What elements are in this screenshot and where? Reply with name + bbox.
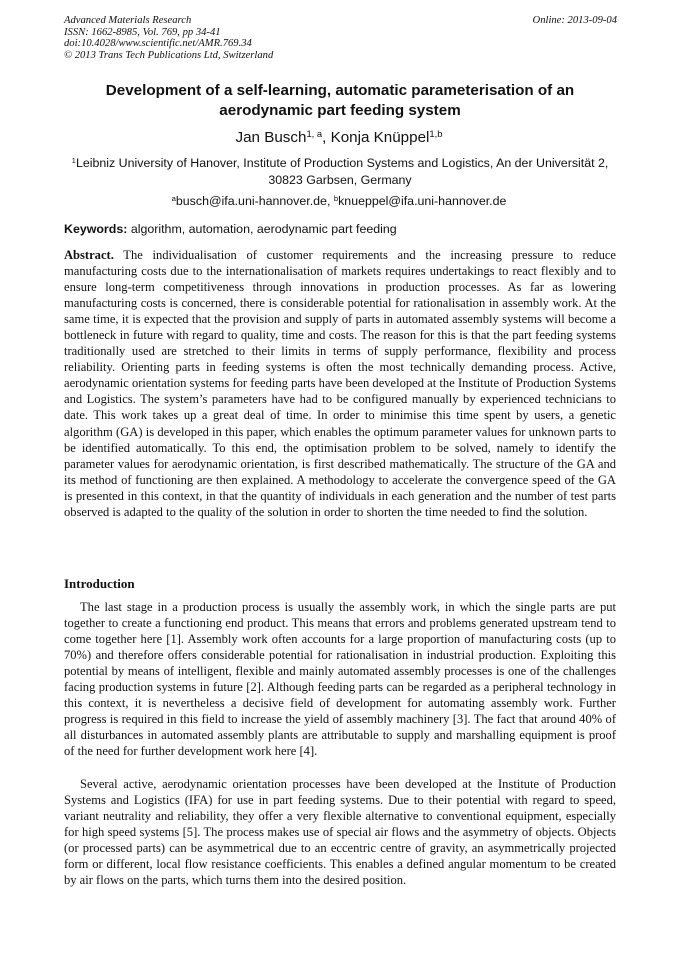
header-row-1: [64, 15, 617, 27]
email-a: busch@ifa.uni-hannover.de: [175, 194, 327, 208]
author-2-name: Konja Knüppel: [330, 129, 430, 146]
email-a-mark: a: [171, 193, 176, 203]
author-2-affiliation-mark: 1,b: [429, 127, 443, 139]
journal-name: Advanced Materials Research: [64, 15, 192, 26]
keywords: [64, 221, 617, 237]
author-1-affiliation-mark: 1, a: [306, 127, 323, 139]
keywords-label: Keywords:: [64, 222, 128, 236]
email-line: [0, 193, 678, 209]
affiliation: [62, 155, 618, 189]
email-separator: ,: [326, 194, 334, 208]
copyright-line: © 2013 Trans Tech Publications Ltd, Switzerland: [64, 49, 274, 61]
email-b-mark: b: [333, 193, 339, 203]
affiliation-mark: 1: [71, 155, 76, 165]
introduction-paragraph-1: The last stage in a production process is usually the assembly work, in which the single parts are put together to create a functioning end product. This means that errors and problems generated upstream tend to come together here [1]. Assembly work often accounts for a large proportion of manufacturing costs (up to 70%) and therefore offers considerable potential for rationalisation in industrial production. Exploiting this potential by means of intelligent, flexible and mainly automated assembly processes is one of the challenges facing production systems in future [2]. Although feeding parts can be regarded as a peripheral technology in this context, it is nevertheless a decisive field of development for automating assembly work. Further progress is required in this field to increase the yield of assembly machinery [3]. The fact that around 40% of all disturbances in automated assembly plants are attributable to supply and marshalling equipment is proof of the need for further development work here [4].: [64, 600, 616, 758]
keywords-text: algorithm, automation, aerodynamic part feeding: [130, 222, 397, 236]
issn-line: ISSN: 1662-8985, Vol. 769, pp 34-41: [64, 26, 221, 38]
journal-header: [64, 15, 617, 61]
introduction-paragraph-2: Several active, aerodynamic orientation processes have been developed at the Institute of Production Systems and Logistics (IFA) for use in part feeding systems. Due to their potential with regard to speed, variant neutrality and reliability, they offer a very flexible alternative to conventional equipment, especially for high speed systems [5]. The process makes use of special air flows and the asymmetry of objects. Objects (or processed parts) can be asymmetrical due to an eccentric centre of gravity, an asymmetrically projected form or different, local flow resistance coefficients. This enables a defined angular momentum to be created by air flows on the parts, which turns them into the desired position.: [64, 777, 616, 887]
author-separator: ,: [322, 129, 331, 146]
author-1-name: Jan Busch: [235, 129, 307, 146]
introduction-heading: Introduction: [64, 576, 135, 591]
abstract: [64, 247, 616, 520]
doi-line: doi:10.4028/www.scientific.net/AMR.769.34: [64, 38, 252, 50]
paper-title: Development of a self-learning, automatic parameterisation of an aerodynamic part feeding system: [105, 82, 575, 119]
affiliation-text: Leibniz University of Hanover, Institute of Production Systems and Logistics, An der Universität 2, 30823 Garbsen, Germany: [75, 156, 609, 187]
abstract-label: Abstract.: [64, 248, 114, 262]
author-line: [0, 128, 678, 148]
online-date: Online: 2013-09-04: [532, 15, 617, 26]
abstract-text: The individualisation of customer requirements and the increasing pressure to reduce manufacturing costs due to the internationalisation of markets requires undertakings to react flexibly and to ensure long-term competitiveness through innovations in production processes. As far as lowering manufacturing costs is concerned, there is considerable potential for rationalisation in assembly work. At the same time, it is expected that the provision and supply of parts in automated assembly systems will become a bottleneck in future with regard to quality, time and costs. The reason for this is that the part feeding systems traditionally used are stretched to their limits in terms of supply performance, flexibility and process reliability. Orienting parts in feeding systems is often the most technically demanding process. Active, aerodynamic orientation systems for feeding parts have been developed at the Institute of Production Systems and Logistics. The system’s parameters have had to be configured manually by experienced technicians to date. This work takes up a great deal of time. In order to minimise this time spent by users, a genetic algorithm (GA) is developed in this paper, which enables the optimum parameter values for unknown parts to be identified automatically. To this end, the optimisation problem to be solved, namely to identify the parameter values for aerodynamic orientation, is first described mathematically. The structure of the GA and its method of functioning are then explained. A methodology to accelerate the convergence speed of the GA is presented in this context, in that the quantity of individuals in each generation and the number of test parts observed is adapted to the quality of the solution in order to shorten the time needed to find the solution.: [64, 248, 616, 519]
email-b: knueppel@ifa.uni-hannover.de: [338, 194, 507, 208]
